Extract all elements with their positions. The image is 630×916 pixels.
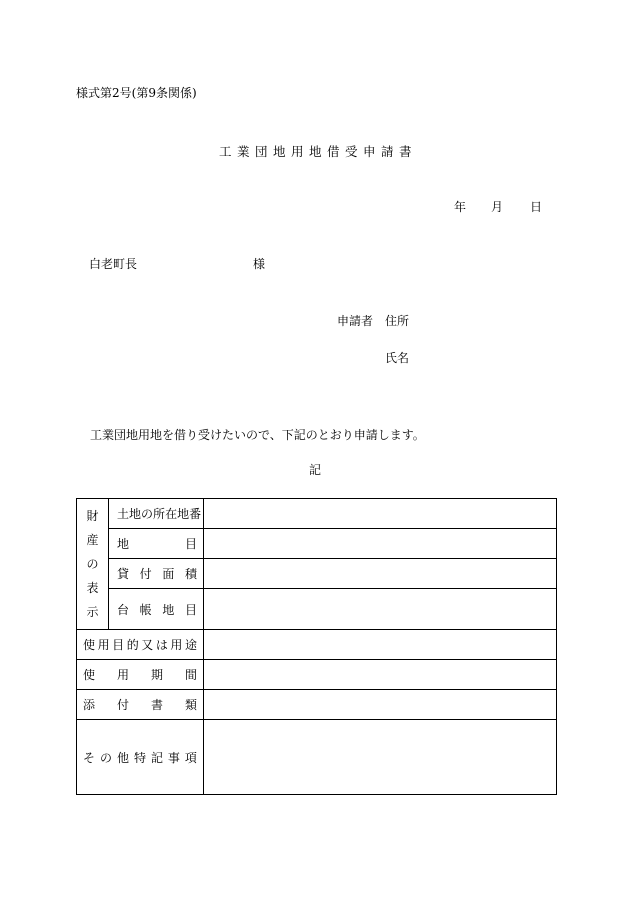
row-label-land-location: 土 地 の 所 在 地 番 [109,499,204,529]
row-label-period: 使 用 期 間 [77,660,204,690]
date-day-label: 日 [530,200,543,214]
form-number: 様式第2号(第9条関係) [76,86,197,100]
group-label-char: の [86,557,99,571]
applicant-name-label: 氏名 [385,351,410,365]
document-title: 工業団地用地借受申請書 [218,144,417,159]
property-group-label [77,499,109,630]
applicant-address-label: 住所 [385,314,410,328]
row-label-attachments: 添 付 書 類 [77,690,204,720]
group-label-char: 示 [86,605,99,619]
other-notes-value[interactable] [204,720,557,795]
applicant-label: 申請者 [337,314,374,328]
application-statement: 工業団地用地を借り受けたいので、下記のとおり申請します。 [90,428,425,442]
date-month-label: 月 [491,200,504,214]
table-row [77,630,557,660]
attachments-value[interactable] [204,690,557,720]
group-label-char: 表 [86,581,99,595]
application-details-table [76,498,557,795]
ki-heading: 記 [308,463,321,477]
row-label-land-category: 地 目 [109,529,204,559]
purpose-value[interactable] [204,630,557,660]
group-label-char: 産 [86,533,99,547]
land-location-value[interactable] [204,499,557,529]
table-row [77,690,557,720]
row-label-lease-area: 貸 付 面 積 [109,559,204,589]
table-row [77,499,557,529]
period-value[interactable] [204,660,557,690]
lease-area-value[interactable] [204,559,557,589]
register-category-value[interactable] [204,589,557,630]
land-category-value[interactable] [204,529,557,559]
addressee-name: 白老町長 [89,257,138,271]
row-label-purpose: 使 用 目 的 又 は 用 途 [77,630,204,660]
table-row [77,660,557,690]
applicant-address-line [337,312,409,329]
addressee-honorific: 様 [253,257,266,271]
date-year-label: 年 [454,200,467,214]
table-row [77,589,557,630]
row-label-register-category: 台 帳 地 目 [109,589,204,630]
table-row [77,720,557,795]
addressee [89,255,265,272]
row-label-other-notes: そ の 他 特 記 事 項 [77,720,204,795]
group-label-char: 財 [86,509,99,523]
table-row [77,559,557,589]
table-row [77,529,557,559]
date-line [454,198,542,215]
